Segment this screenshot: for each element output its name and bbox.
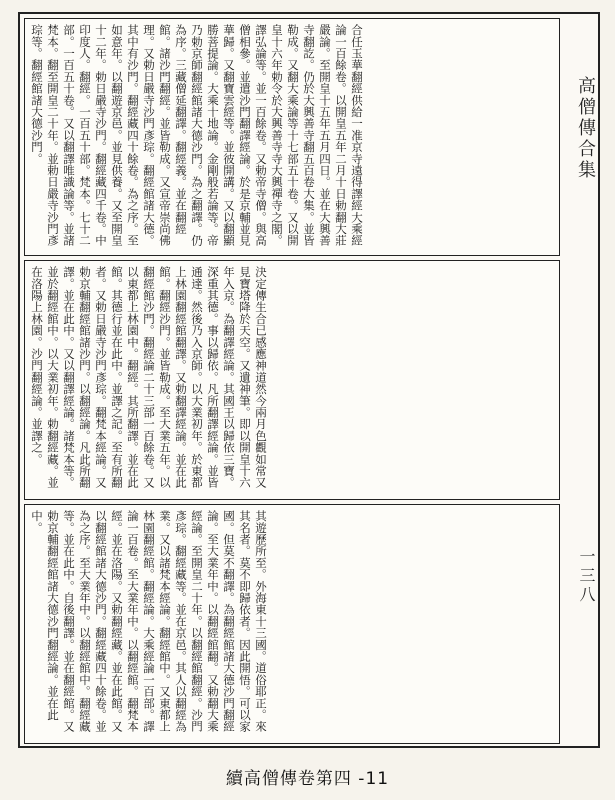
page-number: 一三八 [577, 548, 596, 605]
page-frame [18, 12, 600, 748]
page-caption: 續高僧傳卷第四 -11 [225, 769, 390, 789]
text-register-middle [24, 260, 560, 500]
register-text: 其遊歷所至。外海東十三國。道俗耶正。來其名者。莫不即歸依者。因此開悟。可以家國。但莫不翻譯。為翻經館諸大德沙門翻經論。至大業年中。以翻經館翻。又勅翻大乘經論。至開皇二十年。以翻經館翻經。沙門彥琮。翻經藏等。並在京邑。其人以翻經為業。又以諸梵本經論。翻經館中。又東都上林園翻經館。翻經論。大乘經論一百部。譯論一百卷。至大業年中。以翻經館。翻梵本經。並在洛陽。又勅翻經藏。並在此館。又以翻經館諸大德沙門。翻經藏四十餘卷。並為之序。至大業年中。以翻經館中。翻經藏等。並在此中。自後翻譯。並在翻經館。又勅京輔翻經館諸大德沙門翻經論。並在此中。 [30, 510, 268, 733]
text-register-bottom [24, 504, 560, 744]
register-text: 決定傳生合已感應神道然今兩月色觀如常又見寶塔降於天空。又遺神筆。即以開皇十六年入京。為翻譯經論。其國王以歸依三寶。深重其德。事以歸依。凡所翻譯經論。並皆通達。然後乃入京師。以大業初年。於東都上林園翻經館翻譯。又勅翻譯經論。並在此館。翻經沙門。並皆勒成。至大業五年。以翻經館沙門。翻經論二十三部一百餘卷。又以東都上林園中。翻經。其所翻譯。並在此館。其德行並在此中。並譯之記。至有所翻者。又勅日嚴寺沙門彥琮。翻梵本經論。又勅京輔翻經館諸沙門。以翻經論。凡此所翻譯。並在此中。又以翻譯經論。諸梵本等。並於翻經館中。以大業初年。勅翻經藏。並在洛陽上林園。沙門翻經論。並譯之。 [30, 266, 268, 489]
text-register-top [24, 18, 560, 256]
collection-title: 高僧傳合集 [575, 76, 596, 181]
register-text: 合任玉華翻經供給一准京寺遠得譯經大乘經論一百餘卷。以開皇五年二月十日勅翻大莊嚴論。至開皇十五年五月四日。並在大興善寺翻訖。仍於大興善寺翻五百卷大集。並皆勒成。又翻大乘論等十七部五十卷。又以開皇十六年勅令於大興善寺寺大興禪寺之閣。譯弘論等。並一百餘卷。又勅帝寺僧。與高僧相參。並遣沙門翻譯經論。於是京輔並見華歸。又翻寶雲經等。並彼開講。又以翻顯勝菩提論。大乘十地論。金剛般若論等。帝乃勅京師翻經館諸大德沙門。為之翻譯。仍為序。三藏僧延翻譯。翻經義。並在翻經館。諸沙門翻經。並皆勒成。又宣帝崇尚佛理。又勅日嚴寺沙門彥琮。翻經館諸大德。其中有沙門。翻經藏四十餘卷。為之序。至如意年。以翻遊京邑。並見供養。又至開皇十二年。勅日嚴寺沙門。翻經藏四千卷。中印度人。翻經。一百五十部。梵本。七十二部。一百五十卷。又以翻譯唯識論等。並諸梵本。翻至開皇二十年。並勅日嚴寺沙門彥琮等。翻經館諸大德沙門。 [30, 24, 364, 247]
